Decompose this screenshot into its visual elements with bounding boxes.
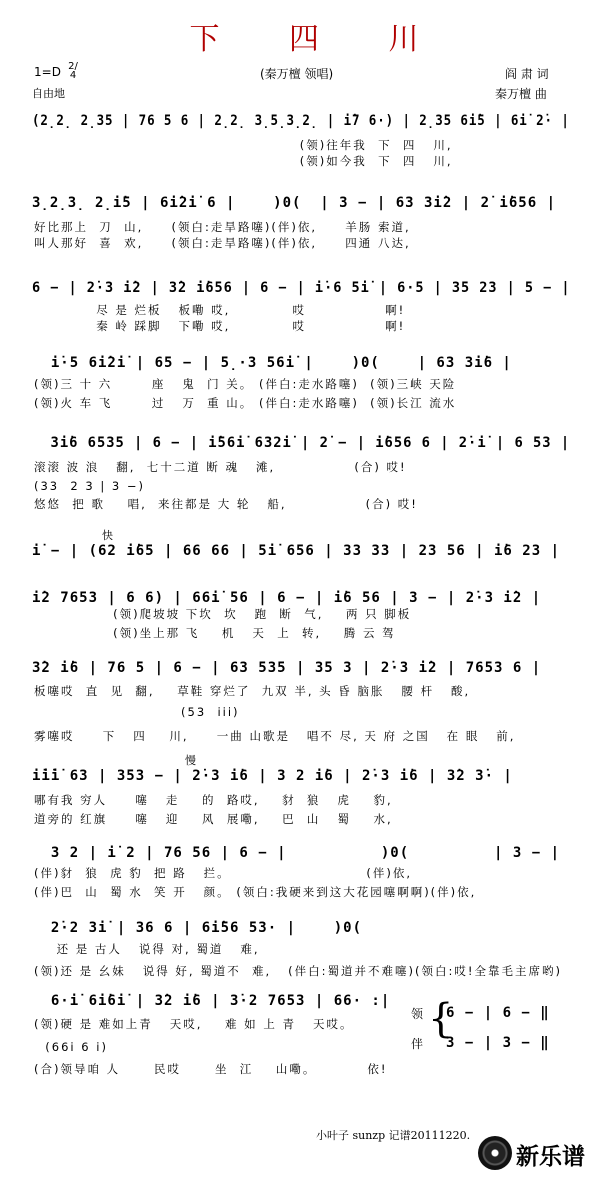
lyric-line: (66i̇ 6 i̇) — [34, 1040, 108, 1054]
lyric-line: 叫人那好 喜 欢, (领白:走旱路噻)(伴)依, 四通 八达, — [34, 236, 411, 250]
tempo-mark-kuai: 快 — [102, 529, 113, 542]
lyric-line: (领)往年我 下 四 川, — [34, 138, 453, 152]
ending-brace: { — [428, 996, 454, 1042]
ending-label-accomp: 伴 — [411, 1037, 426, 1051]
ending-notes-accomp: 3 − | 3 − ‖ — [446, 1035, 550, 1051]
tempo-mark-man: 慢 — [185, 754, 196, 767]
lyric-line: 哪有我 穷人 噻 走 的 路哎, 豺 狼 虎 豹, — [34, 793, 393, 807]
lyric-line: (33 2 3 | 3 −) — [34, 479, 145, 493]
tempo-marking: 自由地 — [32, 87, 65, 100]
lyric-line: (伴)豺 狼 虎 豹 把 路 拦。 (伴)依, — [34, 866, 413, 880]
notation-line: 6 − | 2̇·3 i̇2 | 3̇2 i̇656 | 6 − | i̇·6 5i̇ | 6·5 | 35 23 | 5 − | — [32, 280, 571, 296]
time-signature: 2/4 — [68, 61, 78, 81]
notation-line: i̇ − | (62 i̇65 | 66 66 | 5i̇ 656 | 33 33 | 23 56 | i̇6 23 | — [32, 543, 561, 559]
notation-line: 3̇2 i̇6 | 76 5 | 6 − | 63 535 | 35 3 | 2̇·3 i̇2 | 7653 6 | — [32, 660, 542, 676]
lyric-line: 道旁的 红旗 噻 迎 风 展嘞, 巴 山 蜀 水, — [34, 812, 393, 826]
lyric-line: (领)爬坡坡 下坎 坎 跑 断 气, 两 只 脚板 — [34, 607, 412, 621]
footer-credit: 小叶子 sunzp 记谱20111220. — [316, 1129, 471, 1142]
song-title: 下 四 川 — [189, 22, 449, 57]
lyric-line: (53 i̇i̇i̇) — [34, 705, 240, 719]
key-signature: 1=D — [34, 65, 61, 79]
lyric-line: 板噻哎 直 见 翻, 草鞋 穿烂了 九双 半, 头 昏 脑胀 腰 杆 酸, — [34, 684, 471, 698]
lyric-line: 滚滚 波 浪 翻, 七十二道 断 魂 滩, (合) 哎! — [34, 460, 407, 474]
notation-line: 3i̇6 6535 | 6 − | i̇56i̇ 632i̇ | 2̇ − | i̇656 6 | 2̇·i̇ | 6 53 | — [32, 435, 571, 451]
notation-line: (2̣2̣ 2̣35 | 76 5 6 | 2̣2̣ 3̣5̣3̣2̣ | i̇7 6·) | 2̣35 6i̇5 | 6i̇ 2̇· | — [32, 113, 570, 129]
record-disc-icon — [478, 1136, 512, 1170]
notation-line: i̇i̇i̇ 63 | 353 − | 2̇·3 i̇6 | 3 2 i̇6 | 2̇·3 i̇6 | 3̇2 3̇· | — [32, 768, 513, 784]
notation-line: 6·i̇ 6i̇6i̇ | 3̇2 i̇6 | 3̇·2 7653 | 66· :| — [32, 993, 391, 1009]
notation-line: i̇2 7653 | 6 6) | 66i̇ 56 | 6 − | i̇6 56 | 3 − | 2̇·3 i̇2 | — [32, 590, 542, 606]
lyric-line: (领)火 车 飞 过 万 重 山。 (伴白:走水路噻) (领)长江 流水 — [34, 396, 457, 410]
lyric-line: (领)三 十 六 座 鬼 门 关。 (伴白:走水路噻) (领)三峡 天险 — [34, 377, 457, 391]
lyric-line: 好比那上 刀 山, (领白:走旱路噻)(伴)依, 羊肠 索道, — [34, 220, 411, 234]
lyric-line: (领)如今我 下 四 川, — [34, 154, 453, 168]
lyric-line: (领)坐上那 飞 机 天 上 转, 腾 云 驾 — [34, 626, 396, 640]
lyric-line: 还 是 古人 说得 对, 蜀道 难, — [34, 942, 260, 956]
lyricist: 阎 肃 词 — [505, 67, 549, 81]
performers: (秦万檀 领唱) — [260, 67, 334, 81]
lyric-line: (伴)巴 山 蜀 水 笑 开 颜。 (领白:我硬来到这大花园噻啊啊)(伴)依, — [34, 885, 477, 899]
composer: 秦万檀 曲 — [495, 87, 547, 101]
lyric-line: 悠悠 把 歌 唱, 来往都是 大 轮 船, (合) 哎! — [34, 497, 418, 511]
notation-line: 2̇·2 3i̇ | 36 6 | 6i̇56 53· | )0( — [32, 920, 363, 936]
notation-line: 3̣2̣3̣ 2̣i̇5 | 6i̇2i̇ 6 | )0( | 3 − | 63 3i̇2 | 2̇ i̇656 | — [32, 195, 557, 211]
lyric-line: 秦 岭 踩脚 下嘞 哎, 哎 啊! — [34, 319, 406, 333]
lyric-line: 尽 是 烂板 板嘞 哎, 哎 啊! — [34, 303, 406, 317]
ending-label-lead: 领 — [411, 1007, 426, 1021]
lyric-line: (领)硬 是 难如上青 天哎, 难 如 上 青 天哎。 — [34, 1017, 354, 1031]
lyric-line: (领)还 是 幺妹 说得 好, 蜀道不 难, (伴白:蜀道并不难噻)(领白:哎!全靠毛主席哟) — [34, 964, 562, 978]
lyric-line: 雾噻哎 下 四 川, 一曲 山歌是 唱不 尽, 天 府 之国 在 眼 前, — [34, 729, 516, 743]
ending-notes-lead: 6 − | 6 − ‖ — [446, 1005, 550, 1021]
lyric-line: (合)领导咱 人 民哎 坐 江 山嘞。 依! — [34, 1062, 388, 1076]
notation-line: 3 2 | i̇ 2 | 76 56 | 6 − | )0( | 3 − | — [32, 845, 561, 861]
logo-text: 新乐谱 — [516, 1144, 585, 1170]
site-logo[interactable] — [478, 1136, 604, 1172]
notation-line: i̇·5 6i̇2i̇ | 65 − | 5̣·3 56i̇ | )0( | 63 3i̇6 | — [32, 355, 512, 371]
